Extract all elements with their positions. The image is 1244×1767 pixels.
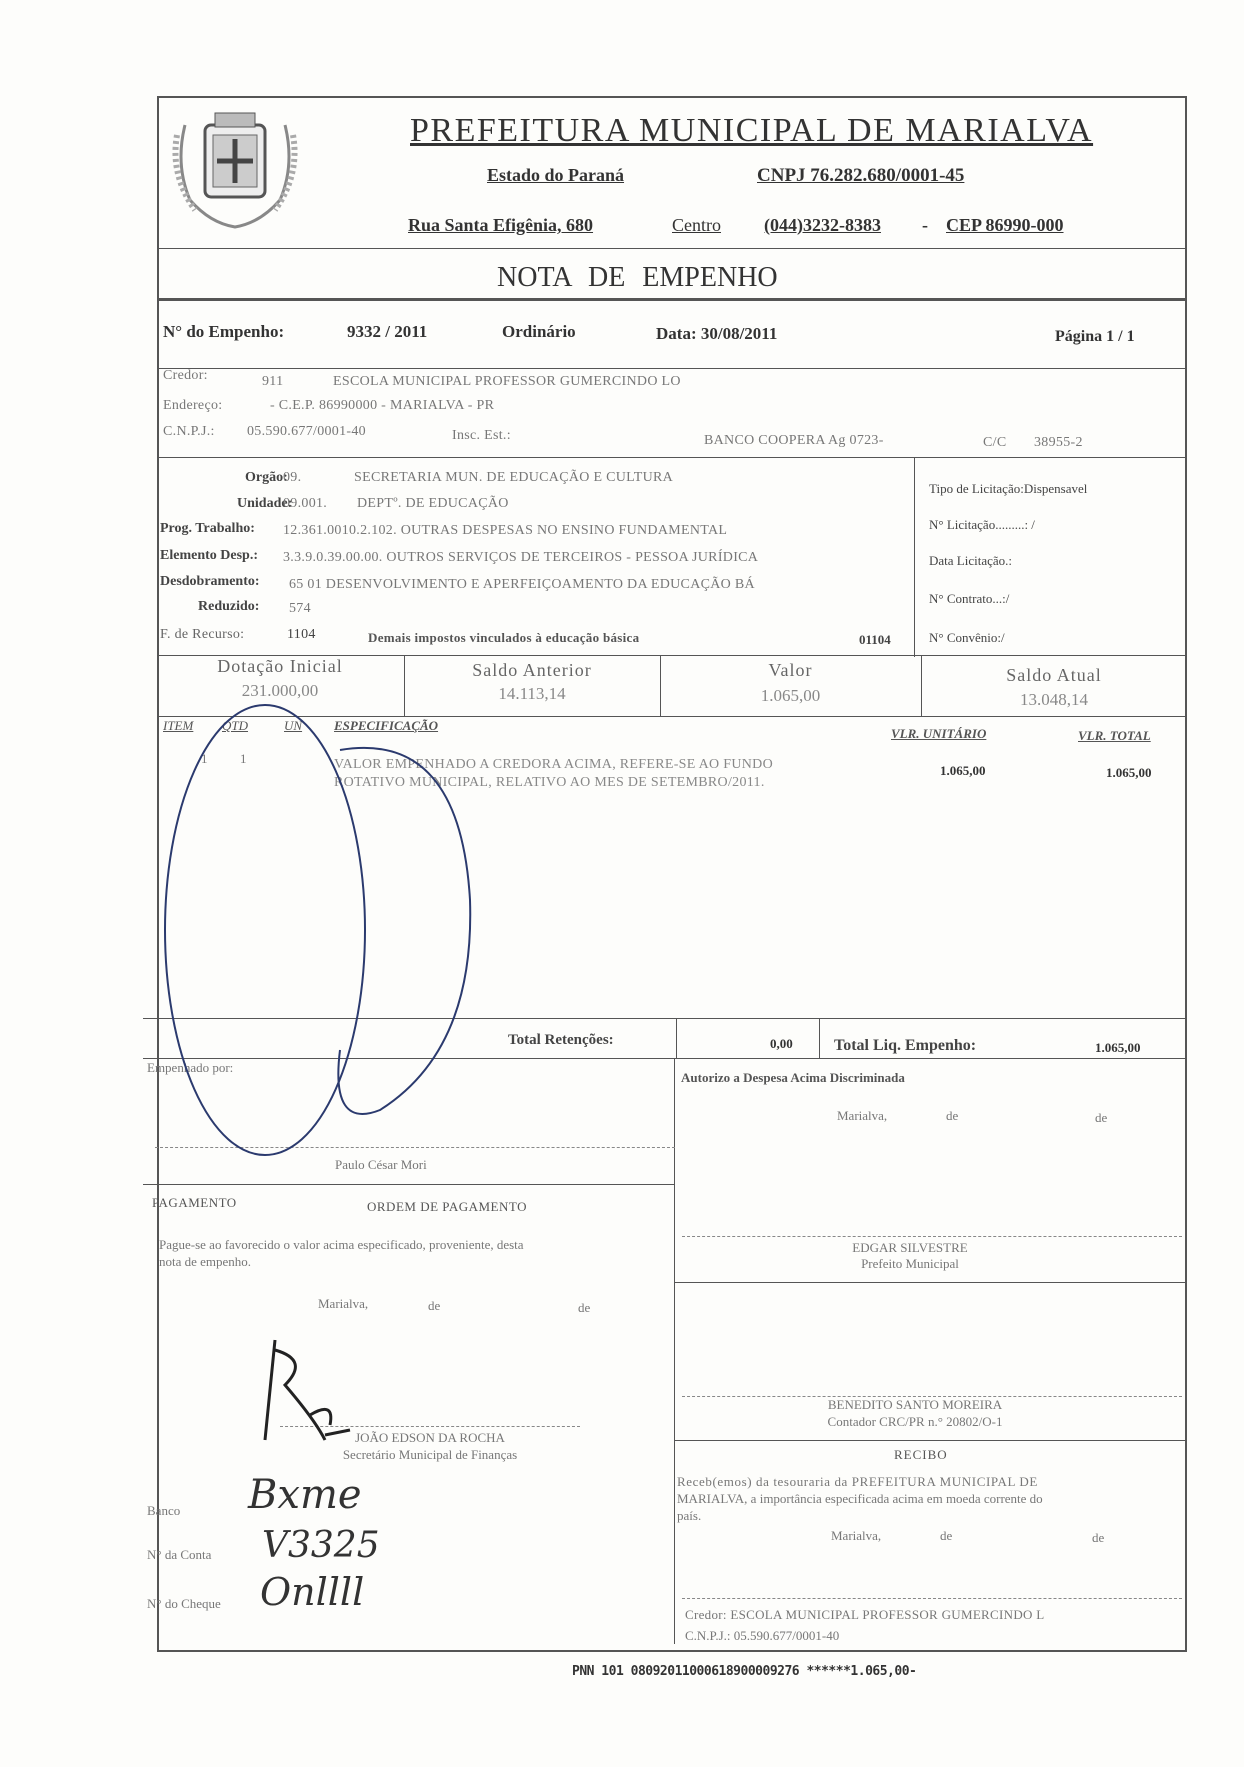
prefeito-role: Prefeito Municipal: [861, 1256, 959, 1271]
conta-value: V3325: [262, 1525, 380, 1566]
handwritten-signature-oval: [150, 690, 550, 1160]
pagamento-de2: de: [578, 1300, 591, 1315]
row-item: 1: [201, 751, 208, 766]
prog-label: Prog. Trabalho:: [160, 521, 255, 536]
recurso-code: 1104: [287, 627, 316, 642]
total-retencoes-label: Total Retenções:: [508, 1032, 614, 1048]
col-qtd: QTD: [222, 718, 249, 733]
contador-name: BENEDITO SANTO MOREIRA: [827, 1397, 1003, 1412]
autorizo-city: Marialva,: [837, 1108, 888, 1123]
recurso-label: F. de Recurso:: [160, 627, 245, 642]
unidade-name: DEPTº. DE EDUCAÇÃO: [357, 496, 509, 511]
header-phone: (044)3232-8383: [764, 215, 881, 235]
credor-code: 911: [262, 374, 284, 389]
autorizo-label: Autorizo a Despesa Acima Discriminada: [681, 1070, 905, 1085]
header-address: Rua Santa Efigênia, 680: [408, 215, 594, 235]
recurso-num: 01104: [859, 632, 891, 647]
saldo-atual-label: Saldo Atual: [1006, 665, 1102, 685]
recibo-text-1: Receb(emos) da tesouraria da PREFEITURA MUNICIPAL DE: [677, 1474, 1038, 1489]
account-label: C/C: [983, 435, 1007, 450]
orgao-label: Orgão:: [245, 470, 288, 485]
credor-name: ESCOLA MUNICIPAL PROFESSOR GUMERCINDO LO: [333, 374, 681, 389]
secretario-name: JOÃO EDSON DA ROCHA: [355, 1430, 505, 1445]
pagamento-label: PAGAMENTO: [152, 1195, 237, 1210]
prog-value: 12.361.0010.2.102. OUTRAS DESPESAS NO ENSINO FUNDAMENTAL: [283, 523, 728, 538]
licitacao-convenio: N° Convênio:/: [929, 630, 1005, 645]
licitacao-data: Data Licitação.:: [929, 553, 1013, 568]
empenho-type: Ordinário: [502, 322, 576, 341]
empenhado-signer: Paulo César Mori: [335, 1157, 427, 1172]
col-total: VLR. TOTAL: [1078, 728, 1151, 743]
dotacao-inicial-label: Dotação Inicial: [217, 656, 343, 676]
recibo-de2: de: [1092, 1530, 1105, 1545]
banco-label: Banco: [147, 1503, 181, 1518]
credor-label: Credor:: [163, 368, 208, 383]
saldo-anterior-label: Saldo Anterior: [472, 660, 592, 680]
saldo-atual-value: 13.048,14: [1020, 690, 1088, 709]
dotacao-inicial-value: 231.000,00: [241, 681, 319, 700]
recibo-text-2: MARIALVA, a importância especificada acima em moeda corrente do: [677, 1491, 1043, 1506]
page-number: Página 1 / 1: [1055, 328, 1135, 345]
credor-account: 38955-2: [1034, 435, 1083, 450]
header-state: Estado do Paraná: [487, 165, 625, 185]
pagamento-text-2: nota de empenho.: [159, 1254, 252, 1269]
recibo-city: Marialva,: [831, 1528, 882, 1543]
footer-code: PNN 101 08092011000618900009276 ******1.065,00-: [572, 1664, 917, 1679]
secretario-role: Secretário Municipal de Finanças: [342, 1447, 518, 1462]
recibo-text-3: país.: [677, 1508, 702, 1523]
header-sep: -: [922, 215, 928, 235]
pagamento-text-1: Pague-se ao favorecido o valor acima especificado, proveniente, desta: [159, 1237, 524, 1252]
unidade-code: 09.001.: [283, 496, 328, 511]
total-liq-label: Total Liq. Empenho:: [834, 1037, 977, 1054]
empenho-date: Data: 30/08/2011: [656, 324, 778, 343]
total-liq-value: 1.065,00: [1095, 1040, 1141, 1055]
licitacao-tipo: Tipo de Licitação:Dispensavel: [929, 481, 1088, 496]
recibo-label: RECIBO: [894, 1447, 948, 1462]
credor-address: - C.E.P. 86990000 - MARIALVA - PR: [270, 398, 495, 413]
valor-value: 1.065,00: [760, 686, 821, 705]
handwritten-initials: [255, 1330, 375, 1450]
row-spec-2: ROTATIVO MUNICIPAL, RELATIVO AO MES DE SETEMBRO/2011.: [334, 775, 765, 790]
licitacao-contrato: N° Contrato...:/: [929, 591, 1010, 606]
pagamento-city: Marialva,: [318, 1296, 369, 1311]
document-title: NOTA DE EMPENHO: [497, 262, 778, 293]
col-spec: ESPECIFICAÇÃO: [334, 718, 439, 733]
ordem-label: ORDEM DE PAGAMENTO: [367, 1199, 527, 1214]
credor-cnpj: 05.590.677/0001-40: [247, 424, 366, 439]
address-label: Endereço:: [163, 398, 223, 413]
row-qtd: 1: [240, 751, 247, 766]
row-unit: 1.065,00: [940, 763, 986, 778]
unidade-label: Unidade:: [237, 496, 293, 511]
desdob-value: 65 01 DESENVOLVIMENTO E APERFEIÇOAMENTO DA EDUCAÇÃO BÁ: [289, 577, 755, 592]
empenhado-label: Empenhado por:: [147, 1060, 234, 1075]
recibo-de1: de: [940, 1528, 953, 1543]
elemento-label: Elemento Desp.:: [160, 548, 258, 563]
col-un: UN: [284, 718, 303, 733]
empenho-number: 9332 / 2011: [347, 322, 428, 341]
total-retencoes-value: 0,00: [770, 1036, 793, 1051]
reduzido-value: 574: [289, 601, 311, 616]
desdob-label: Desdobramento:: [160, 574, 260, 589]
elemento-value: 3.3.9.0.39.00.00. OUTROS SERVIÇOS DE TERCEIROS - PESSOA JURÍDICA: [283, 550, 759, 565]
row-total: 1.065,00: [1106, 765, 1152, 780]
cheque-label: N° do Cheque: [147, 1596, 221, 1611]
orgao-name: SECRETARIA MUN. DE EDUCAÇÃO E CULTURA: [354, 470, 674, 485]
valor-label: Valor: [768, 660, 813, 680]
contador-role: Contador CRC/PR n.° 20802/O-1: [827, 1414, 1003, 1429]
recibo-credor: Credor: ESCOLA MUNICIPAL PROFESSOR GUMERCINDO L: [685, 1607, 1045, 1622]
banco-value: Bxme: [248, 1472, 362, 1518]
credor-bank: BANCO COOPERA Ag 0723-: [704, 433, 884, 448]
recibo-cnpj: C.N.P.J.: 05.590.677/0001-40: [685, 1628, 840, 1643]
ie-label: Insc. Est.:: [452, 428, 511, 443]
header-district: Centro: [672, 215, 721, 235]
autorizo-de1: de: [946, 1108, 959, 1123]
header-title: PREFEITURA MUNICIPAL DE MARIALVA: [410, 112, 1094, 149]
empenho-number-label: N° do Empenho:: [163, 322, 285, 341]
orgao-code: 09.: [283, 470, 302, 485]
cnpj-label: C.N.P.J.:: [163, 424, 215, 439]
header-cnpj: CNPJ 76.282.680/0001-45: [757, 165, 965, 186]
coat-of-arms-icon: [165, 105, 305, 230]
col-unit: VLR. UNITÁRIO: [891, 726, 987, 741]
pagamento-de1: de: [428, 1298, 441, 1313]
row-spec-1: VALOR EMPENHADO A CREDORA ACIMA, REFERE-SE AO FUNDO: [334, 757, 773, 772]
conta-label: N° da Conta: [147, 1547, 212, 1562]
reduzido-label: Reduzido:: [198, 599, 260, 614]
licitacao-numero: N° Licitação.........: /: [929, 517, 1035, 532]
col-item: ITEM: [163, 718, 194, 733]
autorizo-de2: de: [1095, 1110, 1108, 1125]
saldo-anterior-value: 14.113,14: [498, 684, 566, 703]
header-cep: CEP 86990-000: [946, 215, 1064, 235]
cheque-value: Onllll: [260, 1570, 365, 1614]
prefeito-name: EDGAR SILVESTRE: [852, 1240, 968, 1255]
recurso-desc: Demais impostos vinculados à educação básica: [368, 630, 640, 645]
